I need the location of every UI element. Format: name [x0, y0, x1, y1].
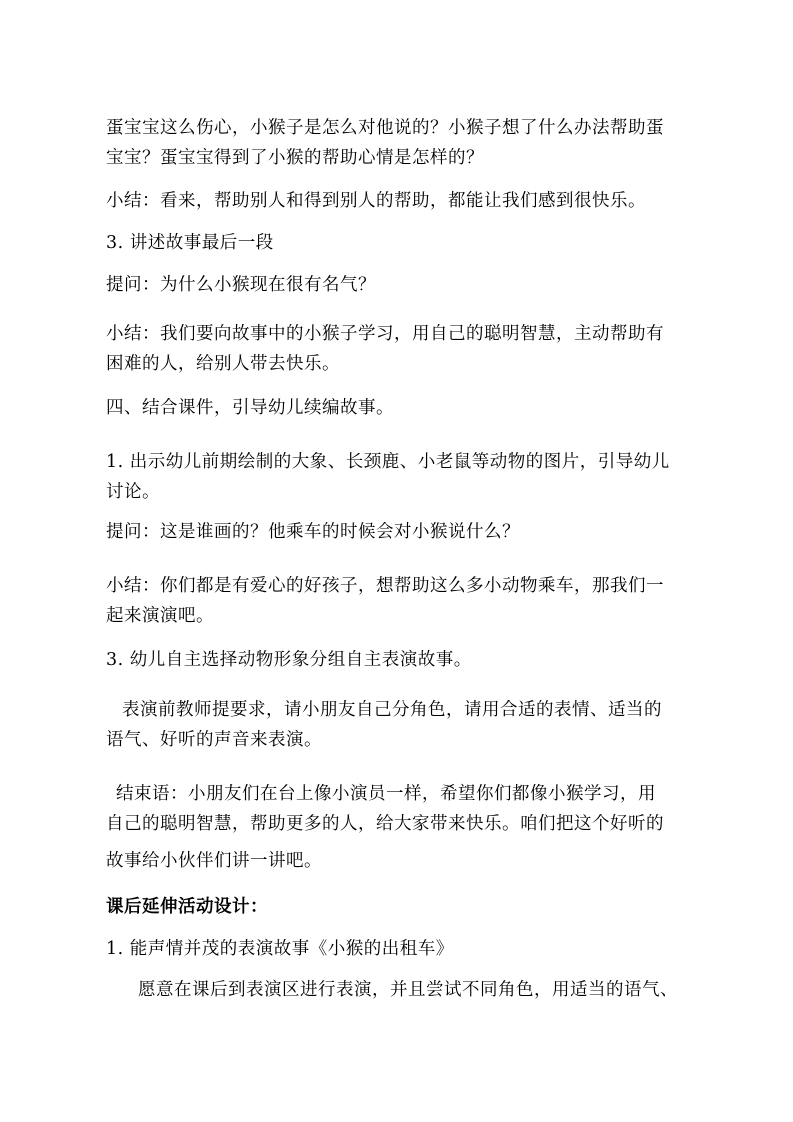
step-line-1b: 讨论。 — [106, 482, 160, 502]
closing-line-1: 结束语：小朋友们在台上像小演员一样，希望你们都像小猴学习，用 — [116, 784, 656, 804]
step-heading-3: 3. 讲述故事最后一段 — [106, 233, 274, 253]
summary-line-3b: 起来演演吧。 — [106, 606, 214, 626]
question-line-2: 提问：这是谁画的？他乘车的时候会对小猴说什么？ — [106, 522, 520, 542]
paragraph-line-1: 蛋宝宝这么伤心，小猴子是怎么对他说的？小猴子想了什么办法帮助蛋 — [106, 118, 664, 138]
step-line-3: 3. 幼儿自主选择动物形象分组自主表演故事。 — [106, 650, 472, 670]
paragraph-line-2: 宝宝？蛋宝宝得到了小猴的帮助心情是怎样的？ — [106, 148, 484, 168]
summary-line-3a: 小结：你们都是有爱心的好孩子，想帮助这么多小动物乘车，那我们一 — [106, 576, 664, 596]
summary-line-2a: 小结：我们要向故事中的小猴子学习，用自己的聪明智慧，主动帮助有 — [106, 324, 664, 344]
summary-line-2b: 困难的人，给别人带去快乐。 — [106, 354, 340, 374]
extension-item-1-detail: 愿意在课后到表演区进行表演，并且尝试不同角色，用适当的语气、 — [138, 980, 678, 1000]
extension-item-1: 1. 能声情并茂的表演故事《小猴的出租车》 — [106, 939, 454, 959]
performance-line-1: 表演前教师提要求，请小朋友自己分角色，请用合适的表情、适当的 — [122, 700, 662, 720]
question-line-1: 提问：为什么小猴现在很有名气？ — [106, 275, 376, 295]
section-heading-4: 四、结合课件，引导幼儿续编故事。 — [106, 398, 394, 418]
closing-line-3: 故事给小伙伴们讲一讲吧。 — [106, 851, 322, 871]
step-line-1a: 1. 出示幼儿前期绘制的大象、长颈鹿、小老鼠等动物的图片，引导幼儿 — [106, 452, 670, 472]
summary-line-1: 小结：看来，帮助别人和得到别人的帮助，都能让我们感到很快乐。 — [106, 191, 646, 211]
extension-heading: 课后延伸活动设计： — [106, 897, 268, 917]
closing-line-2: 自己的聪明智慧，帮助更多的人，给大家带来快乐。咱们把这个好听的 — [106, 814, 664, 834]
performance-line-2: 语气、好听的声音来表演。 — [106, 730, 322, 750]
